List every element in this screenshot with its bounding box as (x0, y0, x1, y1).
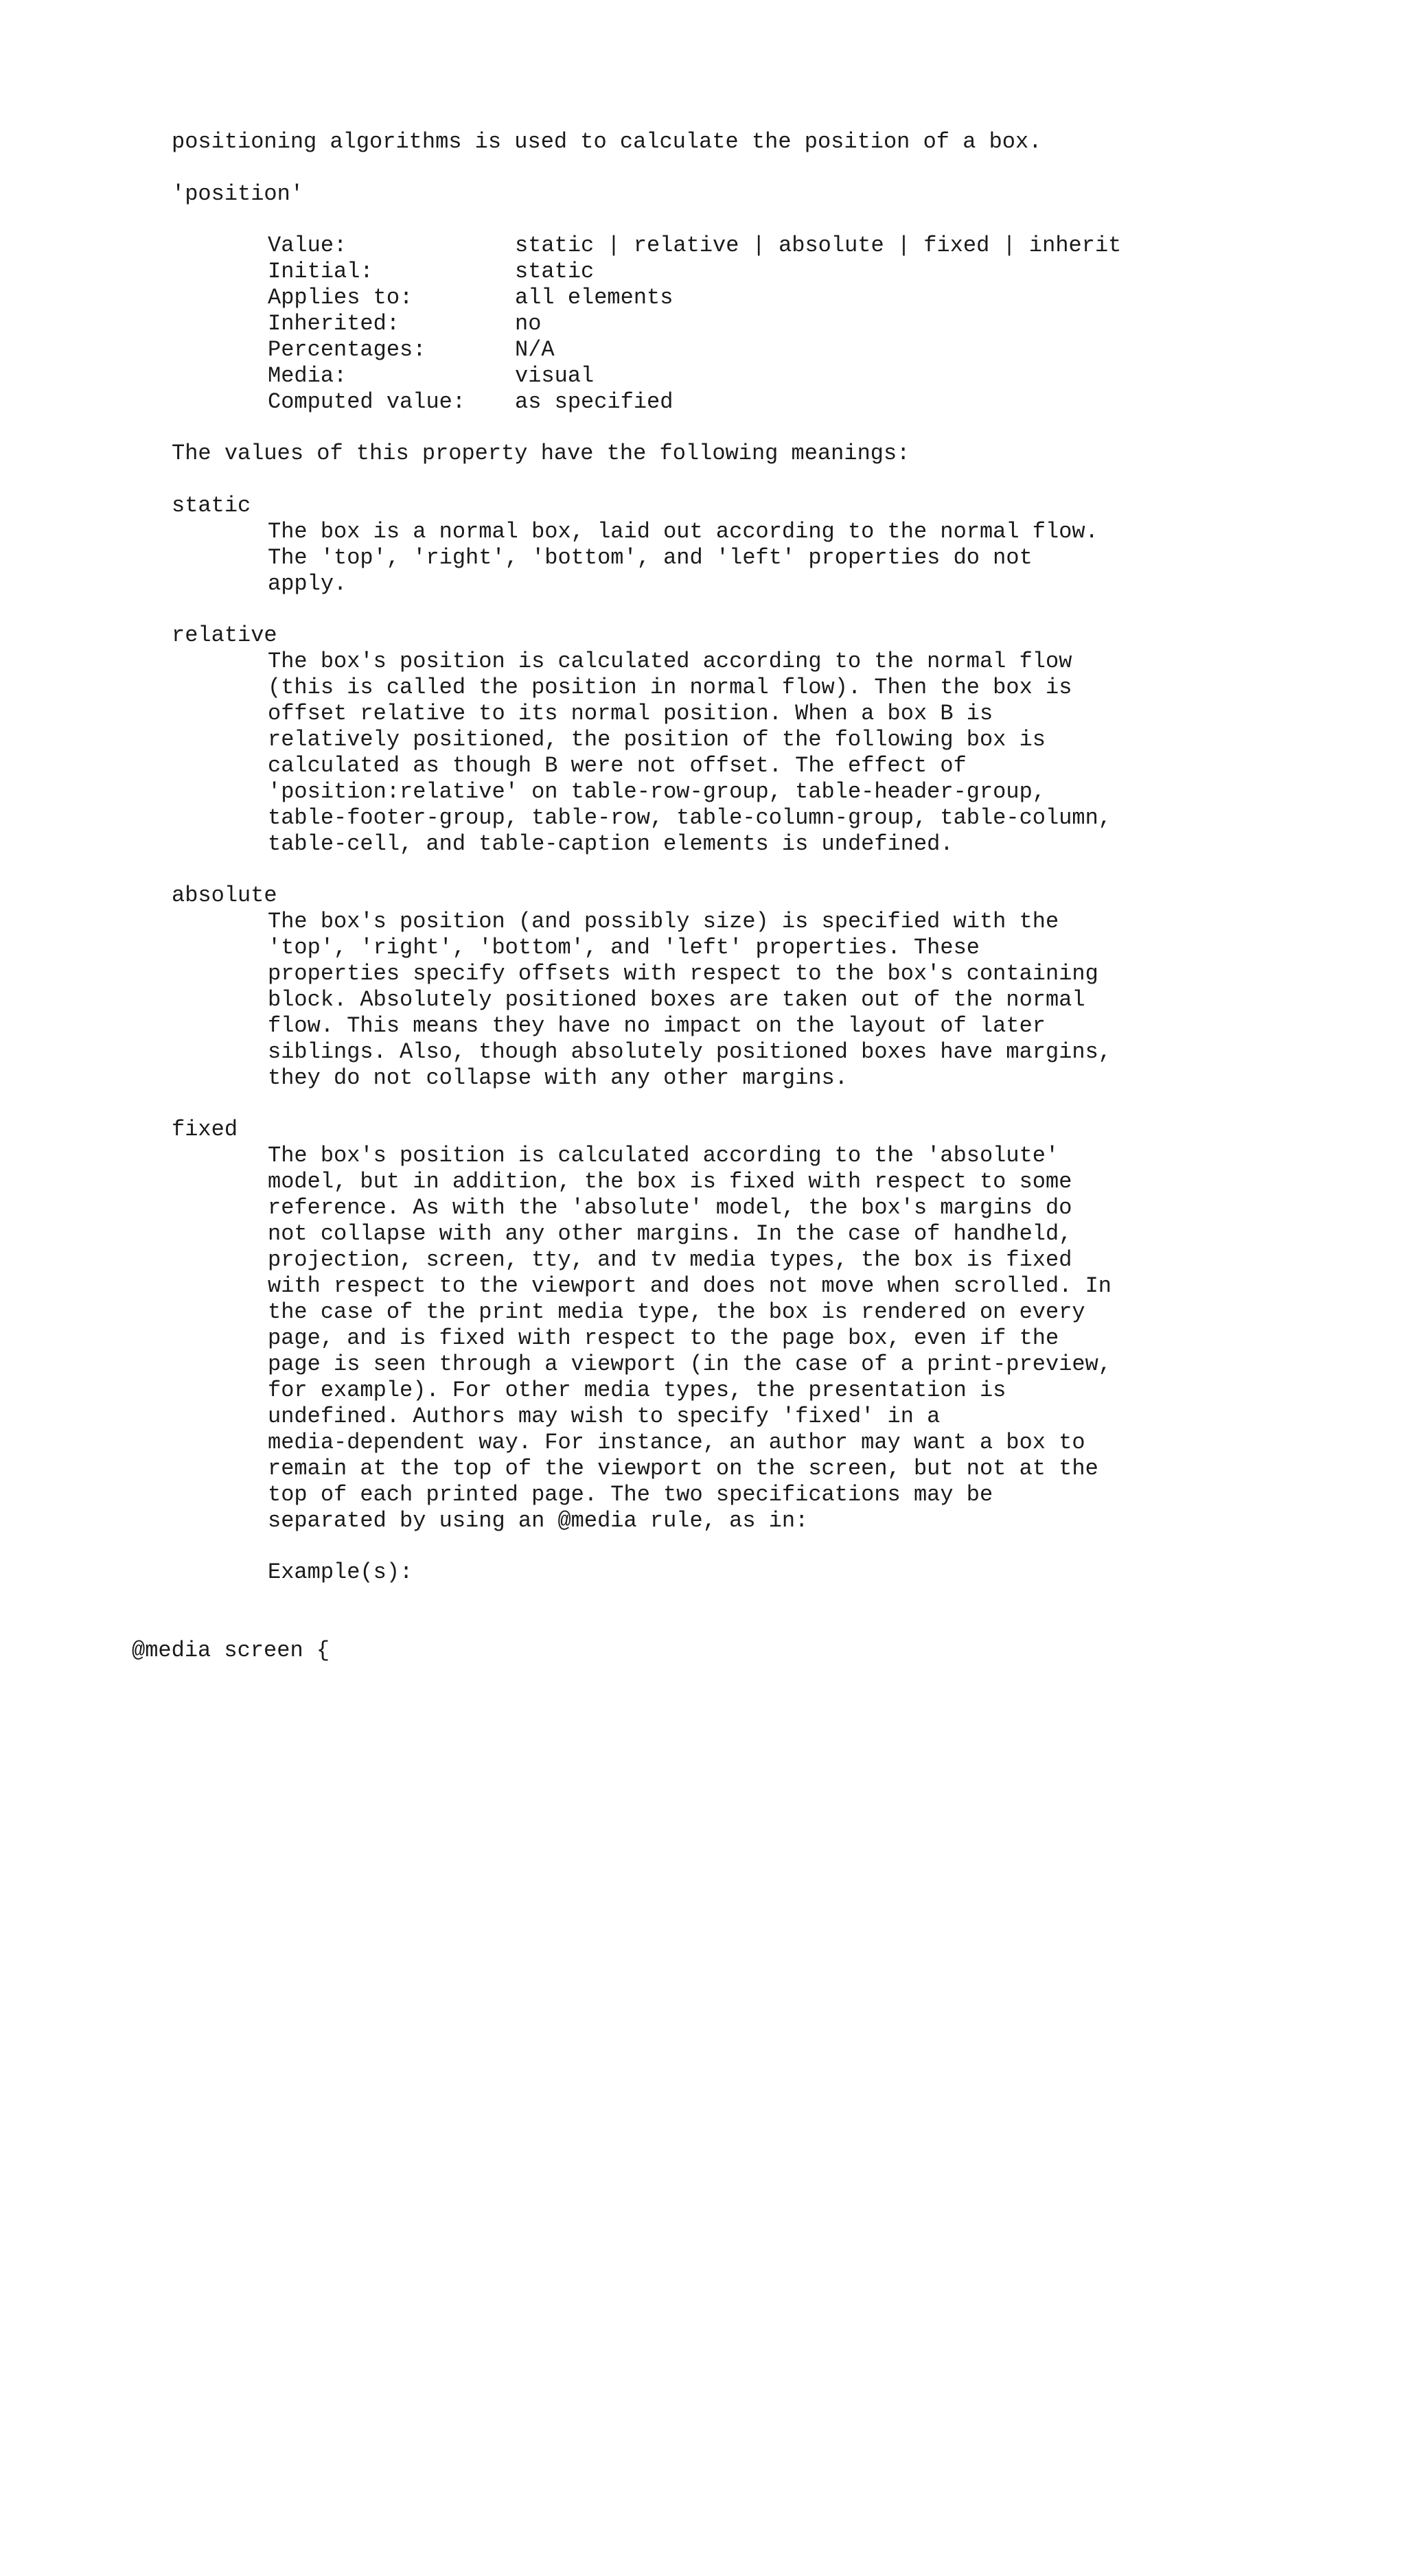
property-label: Applies to: (268, 285, 413, 310)
property-label: Value: (268, 233, 347, 258)
definition-line: they do not collapse with any other margins. (268, 1065, 848, 1091)
definition-line: The box's position is calculated according to the normal flow (268, 649, 1072, 674)
definition-line: table-footer-group, table-row, table-column-group, table-column, (268, 805, 1111, 831)
property-value: static | relative | absolute | fixed | inherit (515, 233, 1122, 258)
definition-line: with respect to the viewport and does not move when scrolled. In (268, 1273, 1111, 1299)
intro-line: positioning algorithms is used to calculate the position of a box. (172, 129, 1042, 154)
definition-line: media-dependent way. For instance, an author may want a box to (268, 1430, 1085, 1455)
definition-line: calculated as though B were not offset. The effect of (268, 753, 967, 778)
property-value: all elements (515, 285, 673, 310)
definition-line: reference. As with the 'absolute' model, the box's margins do (268, 1195, 1072, 1220)
definition-line: not collapse with any other margins. In the case of handheld, (268, 1221, 1072, 1246)
definition-line: relatively positioned, the position of the following box is (268, 727, 1046, 752)
definition-line: offset relative to its normal position. When a box B is (268, 701, 993, 726)
definition-line: The box's position (and possibly size) is specified with the (268, 909, 1059, 934)
property-label: Inherited: (268, 311, 400, 336)
definition-line: table-cell, and table-caption elements is undefined. (268, 831, 954, 857)
property-value: static (515, 259, 595, 284)
definition-line: remain at the top of the viewport on the screen, but not at the (268, 1456, 1098, 1481)
definition-line: 'top', 'right', 'bottom', and 'left' properties. These (268, 935, 980, 960)
definition-line: The box is a normal box, laid out according to the normal flow. (268, 519, 1098, 544)
definition-line: top of each printed page. The two specifications may be (268, 1482, 993, 1507)
property-value: as specified (515, 389, 673, 415)
code-line: @media screen { (132, 1638, 330, 1663)
property-value: visual (515, 363, 595, 388)
example-label: Example(s): (268, 1559, 413, 1585)
meanings-intro: The values of this property have the following meanings: (172, 441, 910, 466)
definition-line: flow. This means they have no impact on the layout of later (268, 1013, 1046, 1038)
definition-line: separated by using an @media rule, as in: (268, 1508, 809, 1533)
definition-line: page is seen through a viewport (in the case of a print-preview, (268, 1351, 1111, 1377)
definition-line: apply. (268, 571, 347, 596)
definition-term: relative (172, 623, 277, 648)
property-label: Computed value: (268, 389, 466, 415)
definition-term: absolute (172, 883, 277, 908)
property-label: Media: (268, 363, 347, 388)
definition-line: The 'top', 'right', 'bottom', and 'left' properties do not (268, 545, 1033, 570)
definition-line: block. Absolutely positioned boxes are taken out of the normal (268, 987, 1085, 1012)
property-name: 'position' (172, 181, 304, 207)
definition-line: the case of the print media type, the box is rendered on every (268, 1299, 1085, 1325)
definition-line: for example). For other media types, the presentation is (268, 1378, 1006, 1403)
property-value: no (515, 311, 542, 336)
definition-term: fixed (172, 1117, 238, 1142)
property-label: Percentages: (268, 337, 426, 362)
definition-line: The box's position is calculated according to the 'absolute' (268, 1143, 1059, 1168)
definition-line: properties specify offsets with respect to the box's containing (268, 961, 1098, 986)
definition-term: static (172, 493, 251, 518)
definition-line: (this is called the position in normal flow). Then the box is (268, 675, 1072, 700)
property-value: N/A (515, 337, 555, 362)
definition-line: 'position:relative' on table-row-group, table-header-group, (268, 779, 1046, 804)
definition-line: siblings. Also, though absolutely positioned boxes have margins, (268, 1039, 1111, 1065)
definition-line: projection, screen, tty, and tv media types, the box is fixed (268, 1247, 1072, 1273)
definition-line: model, but in addition, the box is fixed with respect to some (268, 1169, 1072, 1194)
property-label: Initial: (268, 259, 373, 284)
definition-line: undefined. Authors may wish to specify 'fixed' in a (268, 1404, 941, 1429)
definition-line: page, and is fixed with respect to the page box, even if the (268, 1325, 1059, 1351)
